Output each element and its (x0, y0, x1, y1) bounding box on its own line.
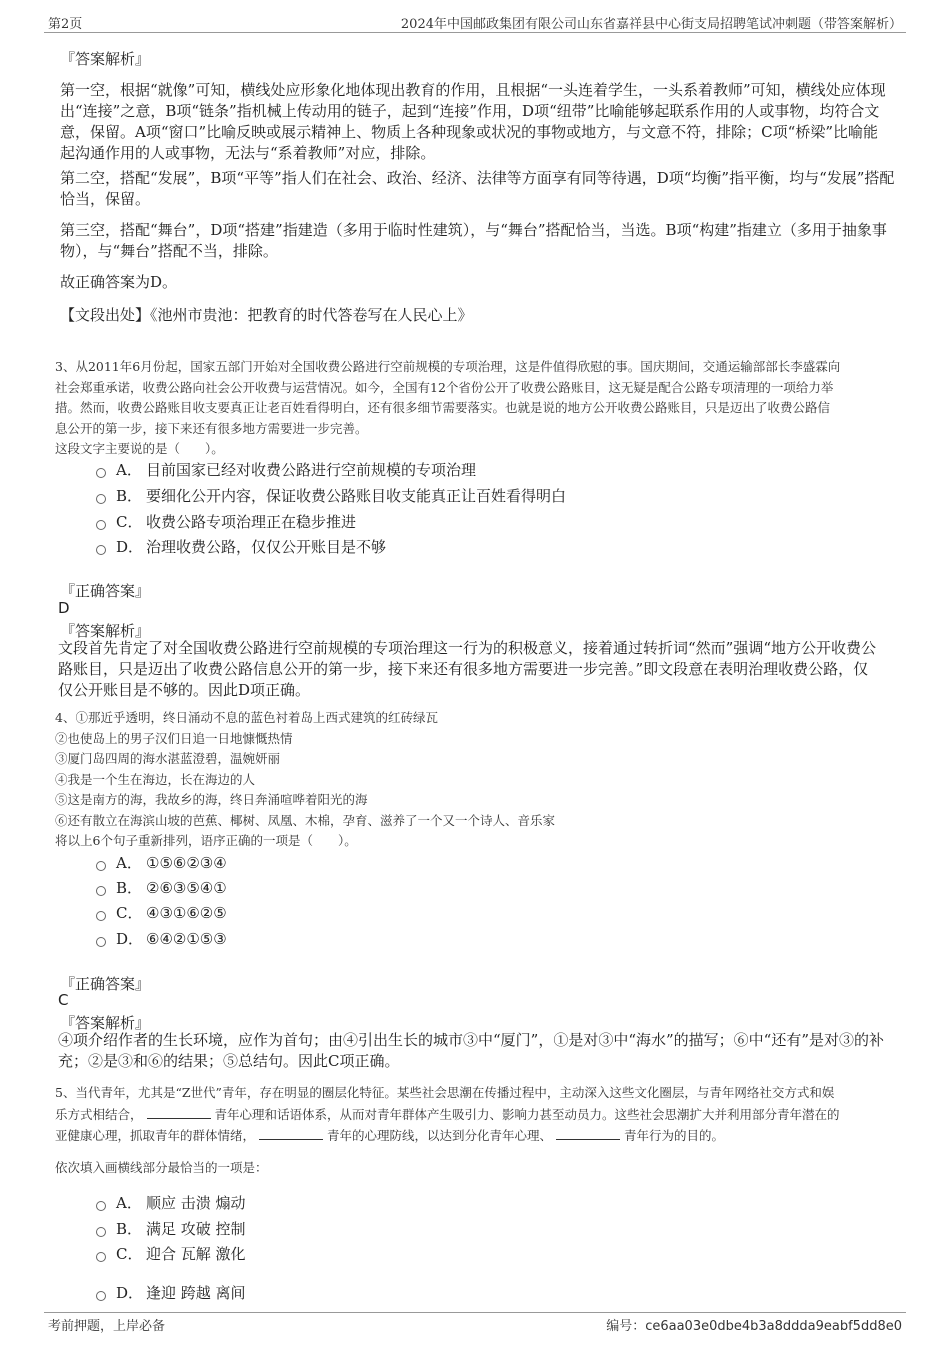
radio-button[interactable] (96, 1227, 106, 1237)
text-line: 路账目，只是迈出了收费公路信息公开的第一步，接下来还有很多地方需要进一步完善。”即文段意在表明治理收费公路，仅 (58, 660, 869, 678)
document-title: 2024年中国邮政集团有限公司山东省嘉祥县中心街支局招聘笔试冲刺题（带答案解析） (400, 17, 902, 32)
text-line: 出“连接”之意，B项“链条”指机械上传动用的链子，起到“连接”作用，D项“纽带”比喻能够起联系作用的人或事物，均符合文 (60, 102, 880, 120)
text-line: ④项介绍作者的生长环境，应作为首句；由④引出生长的城市③中“厦门”，①是对③中“海水”的描写；⑥中“还有”是对③的补 (58, 1031, 885, 1049)
option-text: 目前国家已经对收费公路进行空前规模的专项治理 (146, 461, 477, 479)
text-line (55, 1104, 905, 1126)
q3-analysis (58, 638, 903, 701)
text-line: 第三空，搭配“舞台”，D项“搭建”指建造（多用于临时性建筑），与“舞台”搭配恰当，当选。B项“构建”指建立（多用于抽象事 (60, 221, 887, 239)
option-text: ②⑥③⑤④① (146, 879, 227, 897)
q5-option-a[interactable] (96, 1192, 246, 1214)
q2-analysis-paragraph-1 (60, 80, 900, 164)
text-line: 起沟通作用的人或事物，无法与“系着教师”对应，排除。 (60, 144, 436, 162)
radio-button[interactable] (96, 937, 106, 947)
q2-analysis-paragraph-3 (60, 220, 900, 262)
text-line: 充；②是③和⑥的结果；⑤总结句。因此C项正确。 (58, 1052, 400, 1070)
option-letter: D． (116, 930, 144, 948)
q2-analysis-paragraph-2 (60, 168, 900, 210)
q2-conclusion: 故正确答案为D。 (60, 273, 178, 291)
radio-button[interactable] (96, 1252, 106, 1262)
q5-stem (55, 1082, 905, 1147)
page-footer (44, 1312, 906, 1337)
text-segment: 青年的心理防线，以达到分化青年心理、 (327, 1128, 553, 1143)
option-text: ①⑤⑥②③④ (146, 854, 227, 872)
q3-stem (55, 357, 905, 460)
q4-analysis-label: 『答案解析』 (60, 1014, 151, 1032)
text-line: 将以上6个句子重新排列，语序正确的一项是（ ）。 (55, 833, 357, 848)
q4-answer-label: 『正确答案』 (60, 975, 151, 993)
option-letter: D． (116, 1284, 144, 1302)
option-text: 逢迎 跨越 离间 (146, 1284, 246, 1302)
text-line: ③厦门岛四周的海水湛蓝澄碧，温婉妍丽 (55, 751, 281, 766)
text-line: 3、从2011年6月份起，国家五部门开始对全国收费公路进行空前规模的专项治理，这是件值得欣慰的事。国庆期间，交通运输部部长李盛霖向 (55, 359, 841, 374)
radio-button[interactable] (96, 468, 106, 478)
option-letter: C． (116, 904, 143, 922)
option-text: 收费公路专项治理正在稳步推进 (146, 513, 357, 531)
text-line: ④我是一个生在海边，长在海边的人 (55, 771, 256, 787)
text-line: ⑥还有散立在海滨山坡的芭蕉、椰树、凤凰、木棉，孕育、滋养了一个又一个诗人、音乐家 (55, 812, 556, 828)
fill-in-blank (147, 1106, 211, 1119)
option-letter: A． (116, 461, 142, 479)
text-line: ②也使岛上的男子汉们日追一日地慷慨热情 (55, 730, 293, 746)
text-segment: 青年行为的目的。 (624, 1128, 725, 1143)
footer-slogan: 考前押题，上岸必备 (48, 1319, 166, 1334)
page-number: 第2页 (48, 17, 83, 32)
text-line: 这段文字主要说的是（ ）。 (55, 441, 224, 456)
text-line: ⑤这是南方的海，我故乡的海，终日奔涌喧哗着阳光的海 (55, 792, 368, 807)
text-line: 仅公开账目是不够的。因此D项正确。 (58, 681, 311, 699)
option-letter: D． (116, 538, 144, 556)
option-text: ⑥④②①⑤③ (146, 930, 227, 948)
q5-prompt: 依次填入画横线部分最恰当的一项是： (55, 1160, 268, 1175)
option-letter: C． (116, 1245, 143, 1263)
text-line: 措。然而，收费公路账目收支要真正让老百姓看得明白，还有很多细节需要落实。也就是说的地方公开收费公路账目，只是迈出了收费公路信 (55, 400, 831, 415)
code-value: ce6aa03e0dbe4b3a8ddda9eabf5dd8e0 (645, 1319, 902, 1334)
radio-button[interactable] (96, 886, 106, 896)
q5-option-d[interactable] (96, 1282, 246, 1304)
document-code (606, 1315, 902, 1334)
q5-option-b[interactable] (96, 1218, 246, 1240)
q4-option-a[interactable] (96, 852, 227, 874)
text-line: 社会郑重承诺，收费公路向社会公开收费与运营情况。如今，全国有12个省份公开了收费公路账目，这无疑是配合公路专项清理的一项给力举 (55, 379, 834, 395)
text-segment: 亚健康心理，抓取青年的群体情绪， (55, 1128, 256, 1143)
text-line: 息公开的第一步，接下来还有很多地方需要进一步完善。 (55, 420, 368, 436)
fill-in-blank (556, 1127, 620, 1140)
q3-answer: D (58, 599, 70, 617)
q3-analysis-label: 『答案解析』 (60, 622, 151, 640)
option-letter: B． (116, 879, 143, 897)
option-text: 要细化公开内容，保证收费公路账目收支能真正让百姓看得明白 (146, 487, 567, 505)
radio-button[interactable] (96, 911, 106, 921)
radio-button[interactable] (96, 545, 106, 555)
q4-option-c[interactable] (96, 902, 227, 924)
q2-analysis-label: 『答案解析』 (60, 50, 151, 68)
option-text: ④③①⑥②⑤ (146, 904, 227, 922)
text-line (55, 1125, 905, 1147)
option-text: 满足 攻破 控制 (146, 1220, 246, 1238)
q4-stem (55, 708, 905, 852)
radio-button[interactable] (96, 1201, 106, 1211)
q4-option-d[interactable] (96, 928, 227, 950)
radio-button[interactable] (96, 1291, 106, 1301)
q4-option-b[interactable] (96, 877, 227, 899)
q3-option-c[interactable] (96, 511, 356, 533)
code-label: 编号： (606, 1319, 646, 1334)
text-segment: 青年心理和话语体系，从而对青年群体产生吸引力、影响力甚至动员力。这些社会思潮扩大并利用部分青年潜在的 (214, 1106, 840, 1122)
text-line: 4、①那近乎透明，终日涌动不息的蓝色衬着岛上西式建筑的红砖绿瓦 (55, 710, 438, 725)
text-line: 第一空，根据“就像”可知，横线处应形象化地体现出教育的作用，且根据“一头连着学生，一头系着教师”可知，横线处应体现 (60, 81, 886, 99)
text-line: 5、当代青年，尤其是“Z世代”青年，存在明显的圈层化特征。某些社会思潮在传播过程中，主动深入这些文化圈层，与青年网络社交方式和娱 (55, 1085, 835, 1100)
text-line: 文段首先肯定了对全国收费公路进行空前规模的专项治理这一行为的积极意义，接着通过转折词“然而”强调“地方公开收费公 (58, 639, 877, 657)
option-letter: A． (116, 854, 142, 872)
option-letter: C． (116, 513, 143, 531)
radio-button[interactable] (96, 861, 106, 871)
option-letter: A． (116, 1194, 142, 1212)
text-line: 恰当，保留。 (60, 190, 151, 208)
q3-option-a[interactable] (96, 459, 476, 481)
text-line: 意，保留。A项“窗口”比喻反映或展示精神上、物质上各种现象或状况的事物或地方，与文意不符，排除；C项“桥梁”比喻能 (60, 123, 878, 141)
option-letter: B． (116, 1220, 143, 1238)
q2-source: 【文段出处】《池州市贵池：把教育的时代答卷写在人民心上》 (60, 306, 473, 324)
option-text: 迎合 瓦解 激化 (146, 1245, 246, 1263)
q3-option-b[interactable] (96, 485, 566, 507)
q3-answer-label: 『正确答案』 (60, 582, 151, 600)
text-line: 第二空，搭配“发展”，B项“平等”指人们在社会、政治、经济、法律等方面享有同等待遇，D项“均衡”指平衡，均与“发展”搭配 (60, 169, 895, 187)
q3-option-d[interactable] (96, 536, 386, 558)
radio-button[interactable] (96, 520, 106, 530)
text-line: 物），与“舞台”搭配不当，排除。 (60, 242, 278, 260)
q4-answer: C (58, 991, 69, 1009)
q4-analysis (58, 1030, 903, 1072)
option-text: 治理收费公路，仅仅公开账目是不够 (146, 538, 387, 556)
page-header (44, 10, 906, 33)
option-text: 顺应 击溃 煽动 (146, 1194, 246, 1212)
q5-option-c[interactable] (96, 1243, 246, 1265)
radio-button[interactable] (96, 494, 106, 504)
fill-in-blank (259, 1127, 323, 1140)
text-segment: 乐方式相结合， (55, 1106, 143, 1122)
option-letter: B． (116, 487, 143, 505)
